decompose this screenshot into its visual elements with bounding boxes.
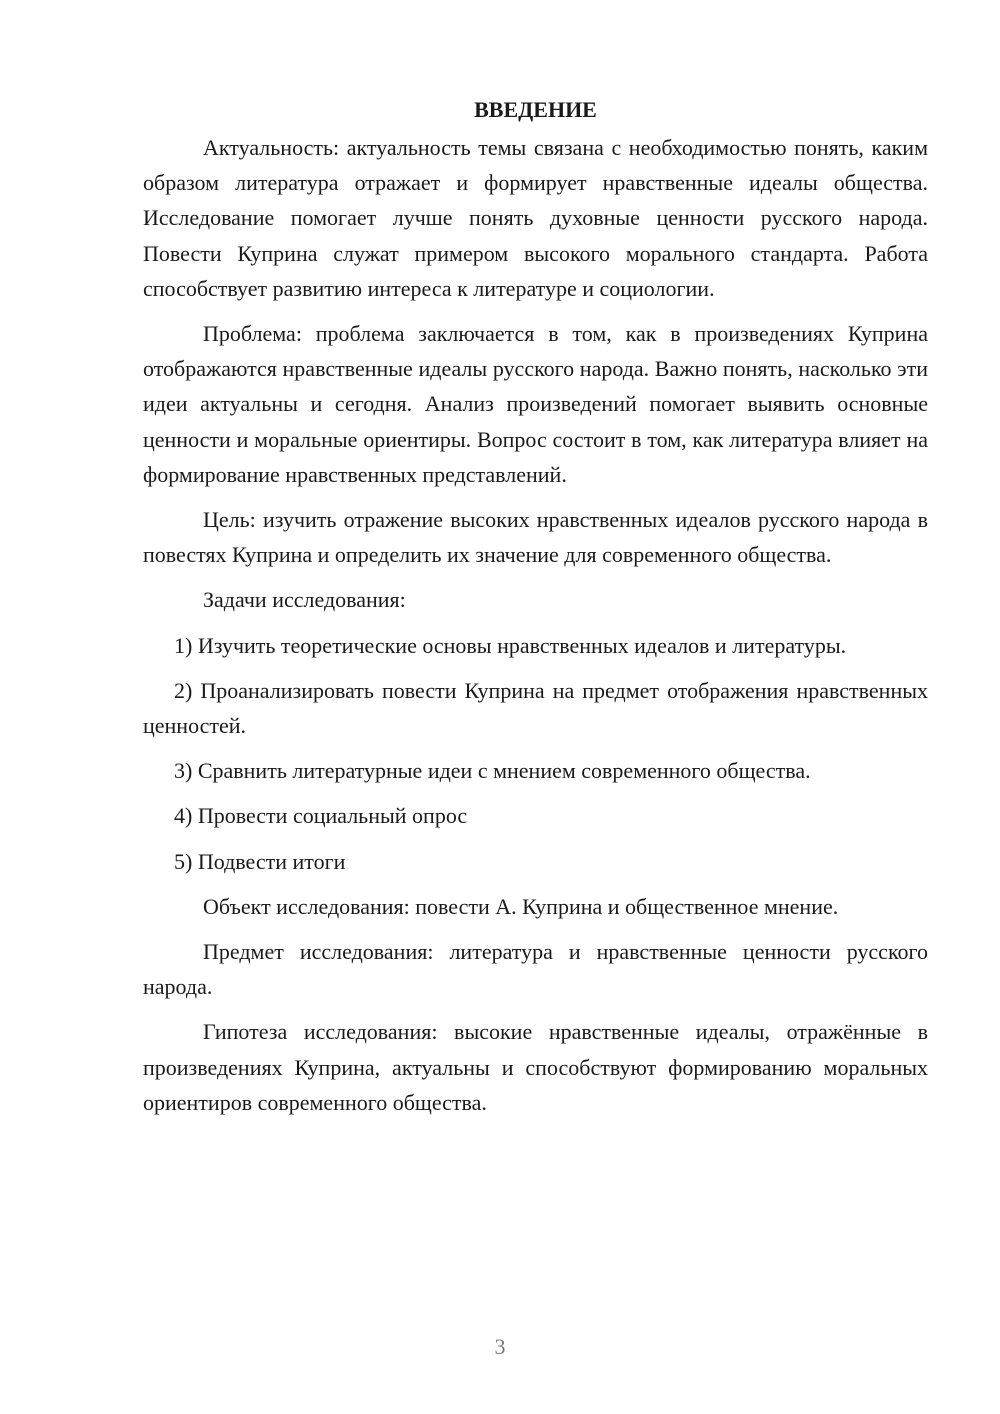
- tasks-heading: Задачи исследования:: [203, 587, 406, 613]
- hypothesis-paragraph: Гипотеза исследования: высокие нравственные идеалы, отражённые в произведениях Куприна, актуальны и способствуют формированию моральных ориентиров современного общества.: [143, 1019, 928, 1115]
- task-item-2: 2) Проанализировать повести Куприна на предмет отображения нравственных ценностей.: [143, 677, 928, 739]
- section-title: ВВЕДЕНИЕ: [474, 97, 597, 122]
- task-item-3: 3) Сравнить литературные идеи с мнением современного общества.: [174, 758, 811, 784]
- document-page: [143, 92, 928, 1130]
- goal-paragraph: Цель: изучить отражение высоких нравственных идеалов русского народа в повестях Куприна и определить их значение для современного общества.: [143, 507, 928, 568]
- subject-paragraph: Предмет исследования: литература и нравственные ценности русского народа.: [143, 939, 928, 1000]
- page-number: 3: [494, 1334, 506, 1359]
- task-item-4: 4) Провести социальный опрос: [174, 803, 468, 829]
- task-item-1: 1) Изучить теоретические основы нравственных идеалов и литературы.: [174, 632, 847, 658]
- relevance-paragraph: Актуальность: актуальность темы связана с необходимостью понять, каким образом литература отражает и формирует нравственные идеалы общества. Исследование помогает лучше понять духовные ценности русского народа. Повести Куприна служат примером высокого морального стандарта. Работа способствует развитию интереса к литературе и социологии.: [143, 135, 928, 301]
- task-item-5: 5) Подвести итоги: [174, 848, 346, 874]
- problem-paragraph: Проблема: проблема заключается в том, как в произведениях Куприна отображаются нравственные идеалы русского народа. Важно понять, насколько эти идеи актуальны и сегодня. Анализ произведений помогает выявить основные ценности и моральные ориентиры. Вопрос состоит в том, как литература влияет на формирование нравственных представлений.: [143, 321, 928, 487]
- object-paragraph: Объект исследования: повести А. Куприна и общественное мнение.: [203, 893, 839, 919]
